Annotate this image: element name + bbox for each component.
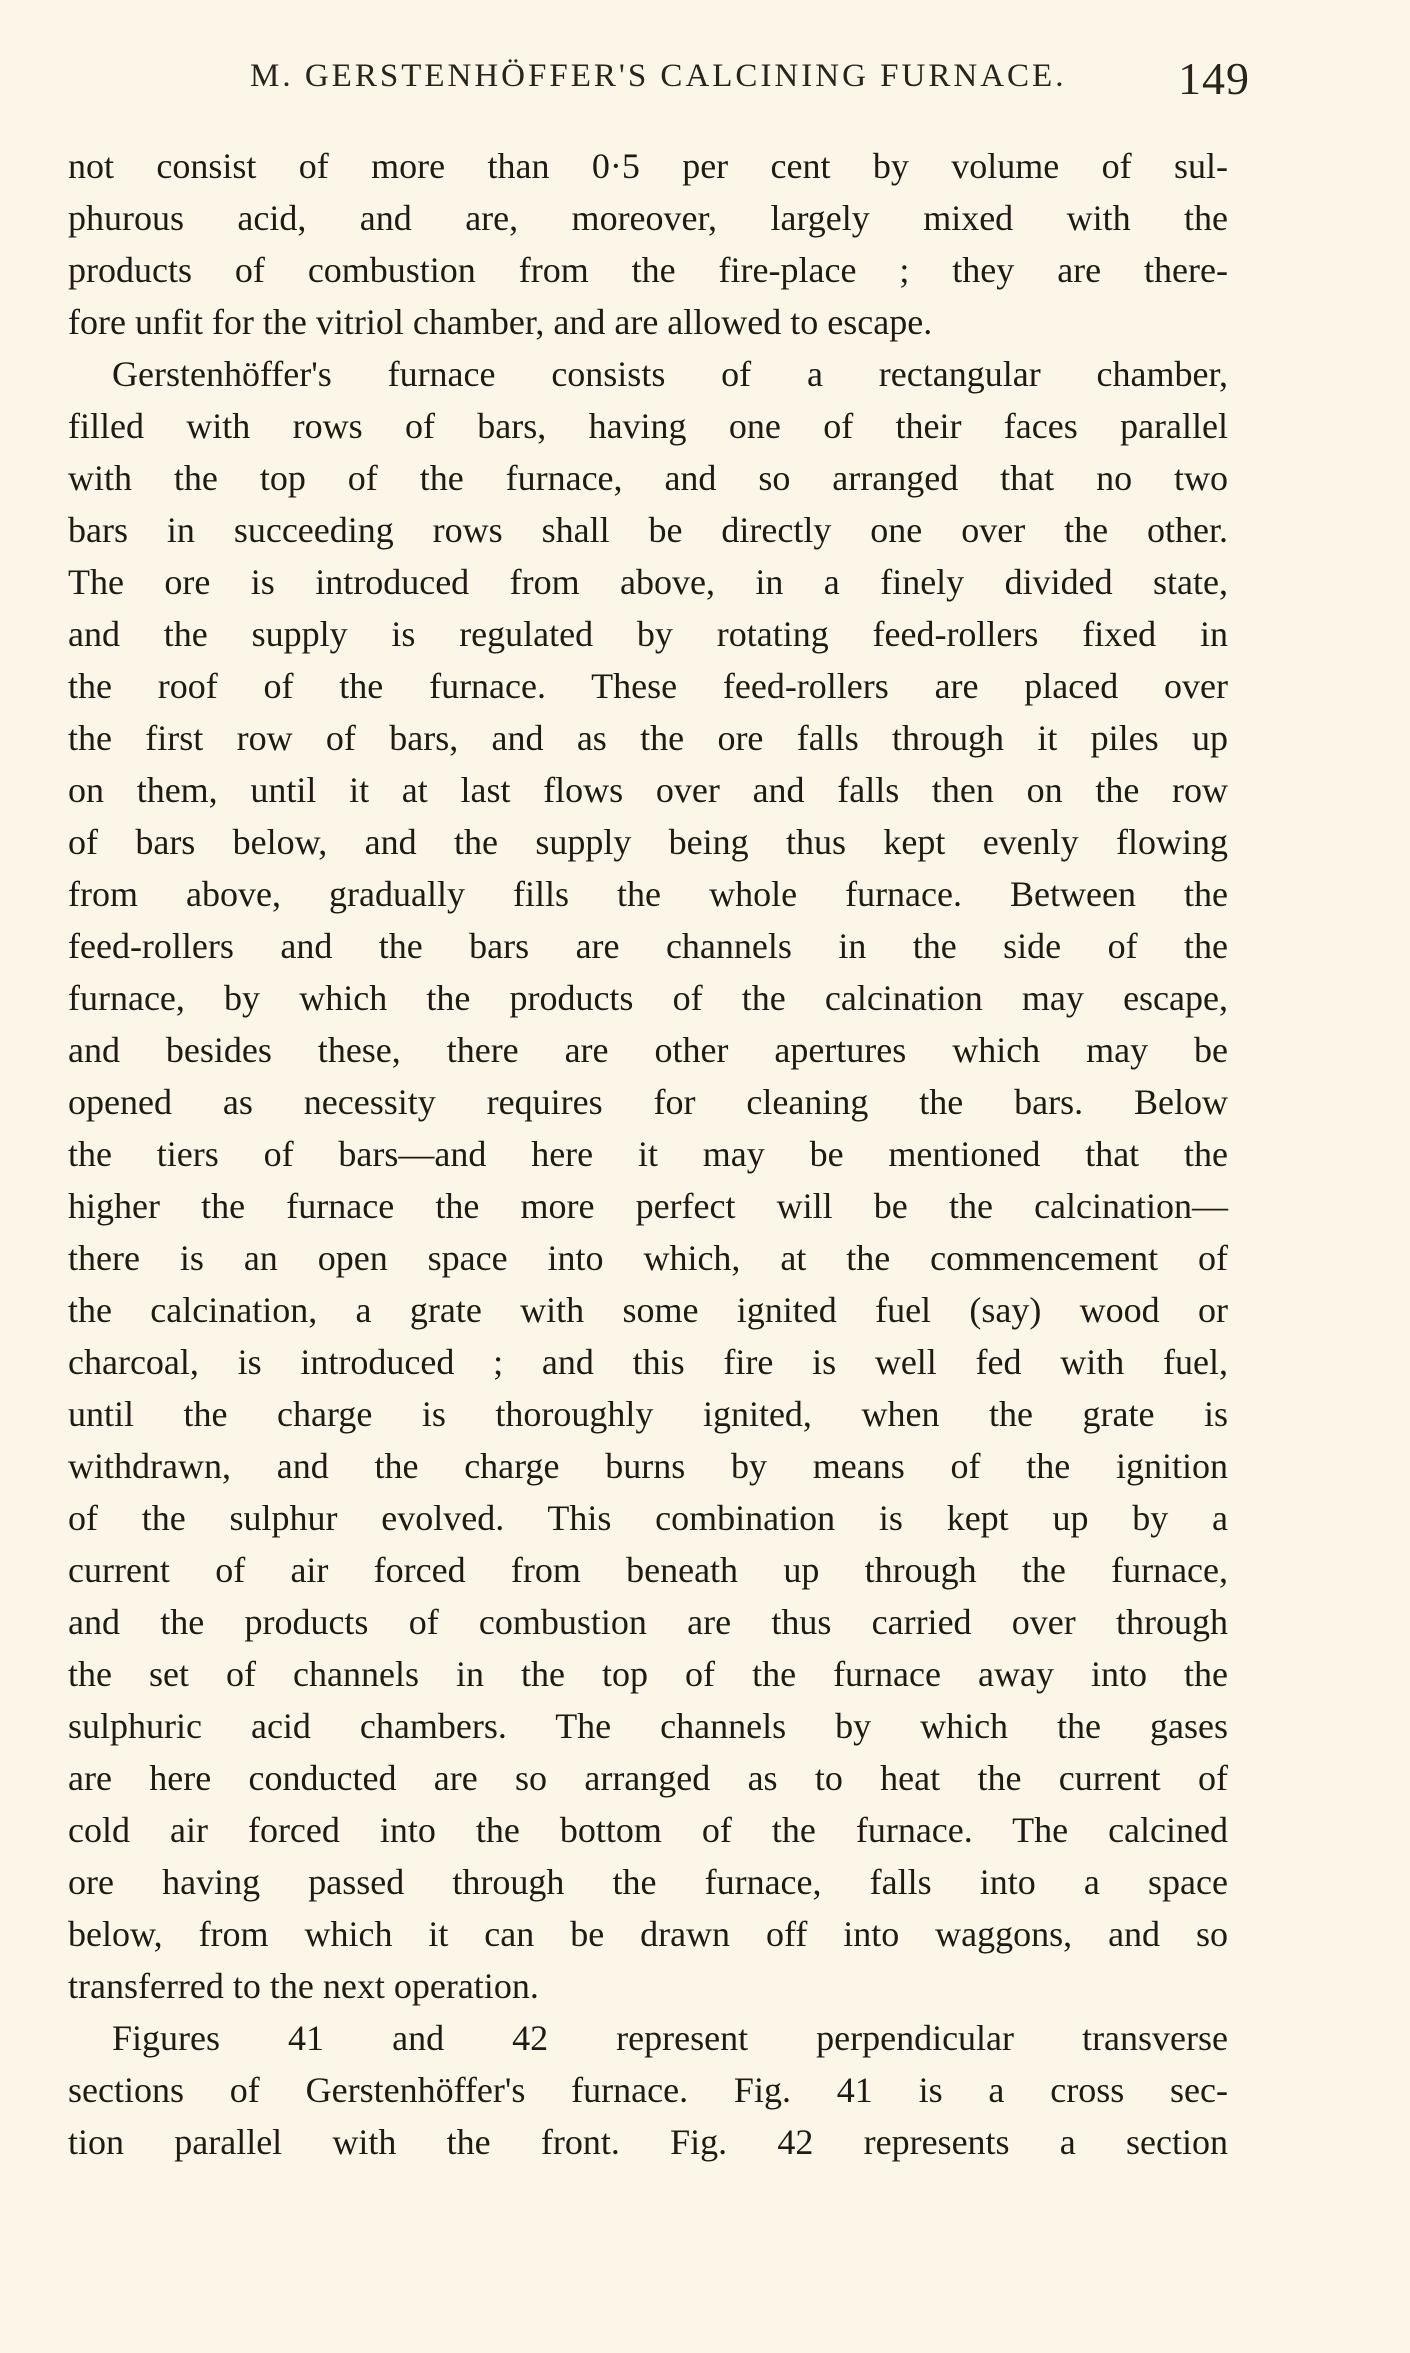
text-line: there is an open space into which, at the commencement of [68,1238,1228,1278]
text-line: cold air forced into the bottom of the furnace. The calcined [68,1810,1228,1850]
text-line: below, from which it can be drawn off into waggons, and so [68,1914,1228,1954]
text-line: are here conducted are so arranged as to heat the current of [68,1758,1228,1798]
text-line: charcoal, is introduced ; and this fire is well fed with fuel, [68,1342,1228,1382]
text-line: feed-rollers and the bars are channels in the side of the [68,926,1228,966]
paragraph-3 [68,2012,1228,2168]
text-line: filled with rows of bars, having one of their faces parallel [68,406,1228,446]
text-line: current of air forced from beneath up through the furnace, [68,1550,1228,1590]
paragraph-1 [68,140,1228,348]
text-line: products of combustion from the fire-place ; they are there- [68,250,1228,290]
text-line: the first row of bars, and as the ore falls through it piles up [68,718,1228,758]
body-text [68,140,1228,2168]
text-line: opened as necessity requires for cleaning the bars. Below [68,1082,1228,1122]
text-line: higher the furnace the more perfect will be the calcination— [68,1186,1228,1226]
text-line: withdrawn, and the charge burns by means of the ignition [68,1446,1228,1486]
text-line: ore having passed through the furnace, falls into a space [68,1862,1228,1902]
running-title: M. GERSTENHÖFFER'S CALCINING FURNACE. [250,58,1067,94]
text-line: the tiers of bars—and here it may be mentioned that the [68,1134,1228,1174]
text-line: from above, gradually fills the whole furnace. Between the [68,874,1228,914]
page-number: 149 [1178,53,1250,104]
text-line: tion parallel with the front. Fig. 42 represents a section [68,2122,1228,2162]
paragraph-2 [68,348,1228,2012]
text-line: The ore is introduced from above, in a finely divided state, [68,562,1228,602]
text-line: sections of Gerstenhöffer's furnace. Fig. 41 is a cross sec- [68,2070,1228,2110]
text-line: of the sulphur evolved. This combination is kept up by a [68,1498,1228,1538]
text-line: furnace, by which the products of the calcination may escape, [68,978,1228,1018]
text-line: the calcination, a grate with some ignited fuel (say) wood or [68,1290,1228,1330]
text-line: Gerstenhöffer's furnace consists of a rectangular chamber, [112,354,1228,394]
text-line: phurous acid, and are, moreover, largely mixed with the [68,198,1228,238]
text-line: transferred to the next operation. [68,1966,539,2006]
text-line: on them, until it at last flows over and falls then on the row [68,770,1228,810]
text-line: the set of channels in the top of the furnace away into the [68,1654,1228,1694]
text-line: until the charge is thoroughly ignited, when the grate is [68,1394,1228,1434]
text-line: fore unfit for the vitriol chamber, and are allowed to escape. [68,302,933,342]
text-line: of bars below, and the supply being thus kept evenly flowing [68,822,1228,862]
text-line: sulphuric acid chambers. The channels by which the gases [68,1706,1228,1746]
running-head [0,53,1410,118]
text-line: and the products of combustion are thus carried over through [68,1602,1228,1642]
text-line: bars in succeeding rows shall be directly one over the other. [68,510,1228,550]
text-line: and the supply is regulated by rotating feed-rollers fixed in [68,614,1228,654]
text-line: Figures 41 and 42 represent perpendicular transverse [112,2018,1228,2058]
text-line: not consist of more than 0·5 per cent by volume of sul- [68,146,1228,186]
text-line: with the top of the furnace, and so arranged that no two [68,458,1228,498]
text-line: and besides these, there are other apertures which may be [68,1030,1228,1070]
text-line: the roof of the furnace. These feed-rollers are placed over [68,666,1228,706]
